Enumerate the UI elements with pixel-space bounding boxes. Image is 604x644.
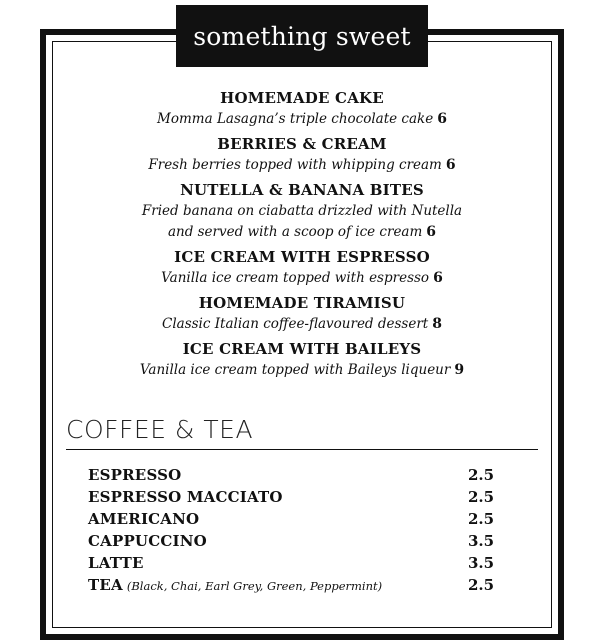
list-item (88, 464, 508, 486)
menu-item (52, 134, 552, 176)
item-name: ESPRESSO (88, 466, 182, 484)
list-item (88, 508, 508, 530)
item-name: BERRIES & CREAM (217, 135, 387, 153)
item-name: LATTE (88, 554, 144, 572)
item-description: Momma Lasagna’s triple chocolate cake 6 (157, 111, 447, 127)
item-description: Classic Italian coffee-flavoured dessert 8 (162, 316, 442, 332)
item-price: 8 (432, 316, 442, 332)
section-divider (66, 449, 538, 450)
item-description: and served with a scoop of ice cream 6 (167, 224, 437, 240)
item-description: Fried banana on ciabatta drizzled with Nutella (141, 203, 463, 219)
list-item (88, 530, 508, 552)
item-price: 9 (454, 362, 465, 378)
item-price: 2.5 (468, 488, 495, 506)
item-price: 6 (426, 224, 437, 240)
menu-item (52, 88, 552, 130)
item-name: HOMEMADE TIRAMISU (198, 294, 406, 312)
item-name: AMERICANO (88, 510, 200, 528)
item-description: Vanilla ice cream topped with Baileys liqueur 9 (139, 362, 465, 378)
menu-item (52, 293, 552, 335)
item-price: 3.5 (468, 532, 495, 550)
item-price: 6 (433, 270, 443, 286)
item-price: 3.5 (468, 554, 495, 572)
item-name: CAPPUCCINO (88, 532, 207, 550)
item-name: ESPRESSO MACCIATO (88, 488, 283, 506)
item-name: TEA (88, 576, 123, 594)
list-item (88, 574, 508, 596)
dessert-list (52, 88, 552, 385)
item-name: NUTELLA & BANANA BITES (180, 181, 424, 199)
item-name: ICE CREAM WITH BAILEYS (182, 340, 422, 358)
item-price: 6 (445, 157, 456, 173)
item-price: 6 (437, 111, 447, 127)
item-price: 2.5 (468, 576, 495, 594)
coffee-list (88, 464, 508, 596)
item-name: HOMEMADE CAKE (220, 89, 384, 107)
list-item (88, 552, 508, 574)
item-price: 2.5 (468, 466, 495, 484)
menu-item (52, 247, 552, 289)
banner-title: something sweet (193, 21, 411, 51)
item-price: 2.5 (468, 510, 495, 528)
list-item (88, 486, 508, 508)
menu-item (52, 339, 552, 381)
item-name: ICE CREAM WITH ESPRESSO (174, 248, 430, 266)
item-description: Vanilla ice cream topped with espresso 6 (161, 270, 443, 286)
coffee-section-title: COFFEE & TEA (66, 415, 254, 444)
section-banner (176, 5, 428, 67)
item-note: (Black, Chai, Earl Grey, Green, Peppermint) (126, 579, 383, 593)
item-description: Fresh berries topped with whipping cream 6 (148, 157, 456, 173)
menu-item (52, 180, 552, 243)
